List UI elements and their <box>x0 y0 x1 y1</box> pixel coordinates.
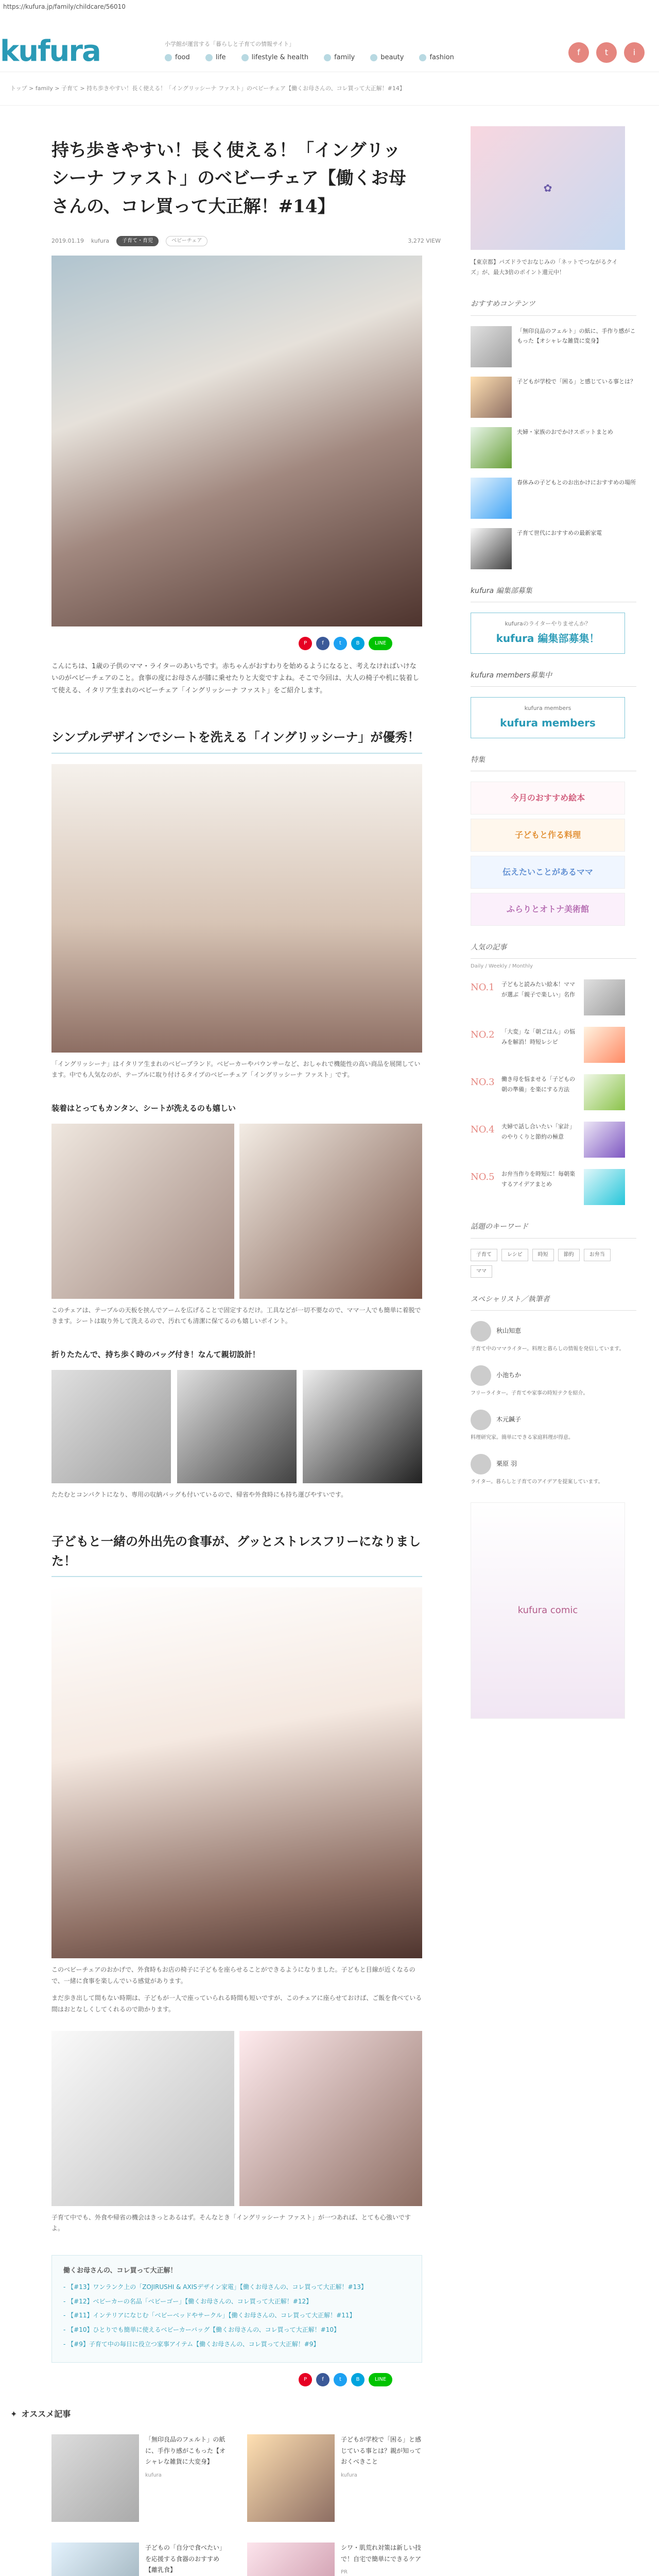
hatena-share-icon[interactable]: B <box>351 637 365 650</box>
article-date: 2019.01.19 <box>51 238 84 245</box>
line-share-icon[interactable]: LINE <box>369 637 392 650</box>
promo-banner[interactable]: 今月のおすすめ絵本 <box>471 782 625 815</box>
hatena-share-icon[interactable]: B <box>351 2373 365 2386</box>
related-link[interactable]: - 【#10】ひとりでも簡単に使えるベビーカーバッグ【働くお母さんの、コレ買って大正解！#10】 <box>63 2325 410 2336</box>
recommended-item[interactable]: 「無印良品のフェルト」の紙に、手作り感がこもった【オシャレな雑貨に大変身】 kufura <box>51 2434 227 2522</box>
sub1-caption: このチェアは、テーブルの天板を挟んでアームを広げることで固定するだけ。工具などが一切不要なので、ママ一人でも簡単に着脱できます。シートは取り外して洗えるので、汚れても清潔に保てるのも嬉しいポイント。 <box>51 1306 421 1325</box>
recommended-item[interactable]: シワ・肌荒れ対策は新しい技で！自宅で簡単にできるケア PR <box>247 2543 422 2576</box>
writer-card[interactable]: 木元鍼子 料理研究家。簡単にできる家庭料理が得意。 <box>471 1410 625 1443</box>
related-link[interactable]: - 【#13】ワンランク上の「ZOJIRUSHI & AXISデザイン家電」【働くお母さんの、コレ買って大正解！#13】 <box>63 2282 410 2293</box>
instagram-icon[interactable]: i <box>624 42 645 63</box>
keyword-tag[interactable]: レシピ <box>501 1249 528 1261</box>
keyword-tag[interactable]: 節約 <box>558 1249 580 1261</box>
keyword-list <box>471 1249 625 1278</box>
product-photo <box>51 764 422 1053</box>
site-header <box>0 11 659 72</box>
main-nav <box>165 52 454 63</box>
recommended-thumb <box>247 2543 335 2576</box>
recommended-thumb <box>51 2543 139 2576</box>
thumb <box>471 528 512 569</box>
sidebar-recommend-item[interactable]: 春休みの子どもとのお出かけにおすすめの場所 <box>471 478 636 519</box>
thumb <box>584 1027 625 1063</box>
ranking-item[interactable]: NO.4 夫婦で話し合いたい「家計」のやりくりと節約の極意 <box>471 1122 636 1158</box>
section-heading-2: 子どもと一緒の外出先の食事が、グッとストレスフリーになりました！ <box>51 1532 422 1578</box>
writer-card[interactable]: 栗原 羽 ライター。暮らしと子育てのアイデアを提案しています。 <box>471 1454 625 1487</box>
sidebar-members-title: kufura members募集中 <box>471 669 636 687</box>
keyword-tag[interactable]: 時短 <box>532 1249 554 1261</box>
star-icon: ✦ <box>10 2409 18 2419</box>
thumb <box>584 1074 625 1110</box>
ranking-tabs[interactable]: Daily / Weekly / Monthly <box>471 963 533 970</box>
twitter-share-icon[interactable]: t <box>334 637 347 650</box>
sidebar-recommend-item[interactable]: 「無印良品のフェルト」の紙に、手作り感がこもった【オシャレな雑貨に変身】 <box>471 326 636 367</box>
breadcrumb[interactable]: トップ > family > 子育て > 持ち歩きやすい！長く使える！「イングリッシーナ ファスト」のベビーチェア【働くお母さんの、コレ買って大正解！#14】 <box>0 72 659 106</box>
writer-card[interactable]: 小池ちか フリーライター。子育てや家事の時短テクを紹介。 <box>471 1365 625 1398</box>
section1-caption: 「イングリッシーナ」はイタリア生まれのベビーブランド。ベビーカーやバウンサーなど、おしゃれで機能性の高い商品を展開しています。中でも人気なのが、テーブルに取り付けるタイプのベビーチェア「イングリッシーナ ファスト」です。 <box>51 1060 421 1079</box>
section2-caption: このベビーチェアのおかげで、外食時もお店の椅子に子どもを座らせることができるようになりました。子どもと目線が近くなるので、一緒に食事を楽しんでいる感覚があります。 <box>51 1966 415 1985</box>
bag-photo-3 <box>303 1370 422 1483</box>
sidebar-recommend-item[interactable]: 子どもが学校で「困る」と感じている事とは？ <box>471 377 636 418</box>
install-photo-1 <box>51 1124 234 1299</box>
sidebar-editorial-title: kufura 編集部募集 <box>471 585 636 602</box>
nav-life[interactable]: life <box>205 52 226 63</box>
keyword-tag[interactable]: ママ <box>471 1265 492 1278</box>
promo-banner[interactable]: ふらりとオトナ美術館 <box>471 893 625 926</box>
writer-card[interactable]: 秋山知恵 子育て中のママライター。料理と暮らしの情報を発信しています。 <box>471 1321 625 1354</box>
pinterest-share-icon[interactable]: P <box>299 2373 312 2386</box>
recommended-thumb <box>247 2434 335 2522</box>
sub2-caption: たたむとコンパクトになり、専用の収納バッグも付いているので、帰省や外食時にも持ち運びやすいです。 <box>51 1490 347 1498</box>
sidebar-ad-banner[interactable] <box>471 126 625 250</box>
ranking-item[interactable]: NO.5 お弁当作りを時短に！毎朝楽するアイデアまとめ <box>471 1169 636 1205</box>
article-main <box>10 126 441 2576</box>
ad-image-icon: ✿ <box>543 181 552 194</box>
editorial-recruit-banner[interactable]: kufuraのライターやりませんか？ kufura 編集部募集！ <box>471 613 625 654</box>
line-share-icon[interactable]: LINE <box>369 2373 392 2386</box>
related-list <box>63 2282 410 2350</box>
baby-photos <box>51 2031 422 2206</box>
recommended-heading: ✦ オススメ記事 <box>10 2407 441 2422</box>
avatar <box>471 1321 491 1342</box>
fashion-icon <box>419 54 426 61</box>
nav-lifestyle[interactable]: lifestyle & health <box>241 52 309 63</box>
sub-heading-2: 折りたたんで、持ち歩く時のバッグ付き！なんて親切設計！ <box>51 1349 260 1359</box>
recommended-item[interactable]: 子どもが学校で「困る」と感じている事とは？親が知っておくべきこと kufura <box>247 2434 422 2522</box>
family-icon <box>324 54 331 61</box>
site-tagline: 小学館が運営する「暮らしと子育ての情報サイト」 <box>165 41 295 47</box>
sidebar-ranking-title: 人気の記事 <box>471 941 636 959</box>
members-banner[interactable]: kufura members kufura members <box>471 697 625 738</box>
related-link[interactable]: - 【#9】子育て中の毎日に役立つ家事アイテム【働くお母さんの、コレ買って大正解！#9】 <box>63 2339 410 2350</box>
beauty-icon <box>370 54 377 61</box>
view-count: 3,272 VIEW <box>408 238 441 245</box>
baby-photo-2 <box>51 2031 234 2206</box>
article-author[interactable]: kufura <box>91 238 110 245</box>
bag-photo-2 <box>177 1370 297 1483</box>
baby-photo <box>51 1587 422 1958</box>
sub-heading-1: 装着はとってもカンタン、シートが洗えるのも嬉しい <box>51 1103 236 1113</box>
food-icon <box>165 54 172 61</box>
sidebar-recommend-item[interactable]: 子育て世代におすすめの最新家電 <box>471 528 636 569</box>
hero-photo <box>51 256 422 626</box>
thumb <box>584 1169 625 1205</box>
keyword-tag[interactable]: お弁当 <box>584 1249 611 1261</box>
recommended-item[interactable]: 子どもの「自分で食べたい」を応援する食器のおすすめ【離乳食】 <box>51 2543 227 2576</box>
article-intro: こんにちは、1歳の子供のママ・ライターのあいちです。赤ちゃんがおすわりを始めるようになると、考えなければいけないのがベビーチェアのこと。食事の度にお母さんが膝に乗せたりと大変ですよね。そこで今回は、大人の椅子や机に装着して使える、イタリア生まれのベビーチェア「イングリッシーナ ファスト」をご紹介します。 <box>51 662 420 694</box>
sidebar-writers-title: スペシャリスト／執筆者 <box>471 1293 636 1311</box>
share-buttons <box>299 637 441 650</box>
site-logo[interactable]: kufura <box>0 35 100 68</box>
ranking-item[interactable]: NO.1 子どもと読みたい絵本！ママが選ぶ「親子で楽しい」名作 <box>471 979 636 1015</box>
facebook-icon[interactable]: f <box>568 42 589 63</box>
thumb <box>584 979 625 1015</box>
install-photo-2 <box>239 1124 422 1299</box>
sidebar <box>471 126 636 2576</box>
section2-caption-2: まだ歩き出して間もない時期は、子どもが一人で座っていられる時間も短いですが、このチェアに座らせておけば、ご飯を食べている間はおとなしくしてくれるので助かります。 <box>51 1994 422 2013</box>
keyword-tag[interactable]: 子育て <box>471 1249 497 1261</box>
twitter-icon[interactable]: t <box>596 42 617 63</box>
bag-photos <box>51 1370 422 1483</box>
install-photos <box>51 1124 422 1299</box>
ranking-item[interactable]: NO.2 「大変」な「朝ごはん」の悩みを解消！時短レシピ <box>471 1027 636 1063</box>
url-bar: https://kufura.jp/family/childcare/56010 <box>0 0 659 11</box>
thumb <box>584 1122 625 1158</box>
avatar <box>471 1410 491 1430</box>
related-title: 働くお母さんの、コレ買って大正解！ <box>63 2266 177 2275</box>
nav-fashion[interactable]: fashion <box>419 52 454 63</box>
promo-banner[interactable]: 子どもと作る料理 <box>471 819 625 852</box>
section2-caption-3: 子育て中でも、外食や帰省の機会はきっとあるはず。そんなとき「イングリッシーナ ファスト」が一つあれば、とても心強いですよ。 <box>51 2213 411 2232</box>
avatar <box>471 1454 491 1475</box>
related-link[interactable]: - 【#12】ベビーカーの名品「ベビーゴー」【働くお母さんの、コレ買って大正解！#12】 <box>63 2296 410 2308</box>
thumb <box>471 377 512 418</box>
section-heading-1: シンプルデザインでシートを洗える「イングリッシーナ」が優秀！ <box>51 727 422 753</box>
nav-food[interactable]: food <box>165 52 190 63</box>
related-articles-box <box>51 2255 422 2363</box>
page-layout <box>0 106 659 2576</box>
facebook-share-icon[interactable]: f <box>316 2373 330 2386</box>
recommended-thumb <box>51 2434 139 2522</box>
article-meta <box>51 236 441 246</box>
nav-family[interactable]: family <box>324 52 355 63</box>
thumb <box>471 427 512 468</box>
life-icon <box>205 54 213 61</box>
article-title: 持ち歩きやすい！長く使える！「イングリッシーナ ファスト」のベビーチェア【働くお母さんの、コレ買って大正解！#14】 <box>51 140 406 217</box>
twitter-share-icon[interactable]: t <box>334 2373 347 2386</box>
nav-beauty[interactable]: beauty <box>370 52 404 63</box>
promo-banner[interactable]: 伝えたいことがあるママ <box>471 856 625 889</box>
sidebar-recommend-item[interactable]: 夫婦・家族のおでかけスポットまとめ <box>471 427 636 468</box>
sidebar-ad-text[interactable]: 【東京都】パズドラでおなじみの「ネットでつながるクイズ」が、最大3倍のポイント還元中！ <box>471 258 618 276</box>
sidebar-keyword-title: 話題のキーワード <box>471 1221 636 1238</box>
pinterest-share-icon[interactable]: P <box>299 637 312 650</box>
lifestyle-icon <box>241 54 249 61</box>
bag-photo-1 <box>51 1370 171 1483</box>
header-social <box>568 42 645 63</box>
tag-childcare[interactable]: 子育て・育児 <box>116 236 159 246</box>
sidebar-recommend-title: おすすめコンテンツ <box>471 298 636 315</box>
thumb <box>471 478 512 519</box>
ranking-item[interactable]: NO.3 働き母を悩ませる「子どもの朝の準備」を楽にする方法 <box>471 1074 636 1110</box>
tag-babychair[interactable]: ベビーチェア <box>166 236 207 246</box>
comic-banner[interactable]: kufura comic <box>471 1502 625 1719</box>
baby-photo-3 <box>239 2031 422 2206</box>
avatar <box>471 1365 491 1386</box>
sidebar-pickup-title: 特集 <box>471 754 636 771</box>
related-link[interactable]: - 【#11】インテリアになじむ「ベビーベッドやサークル」【働くお母さんの、コレ買って大正解！#11】 <box>63 2310 410 2321</box>
thumb <box>471 326 512 367</box>
facebook-share-icon[interactable]: f <box>316 637 330 650</box>
share-buttons-bottom <box>299 2373 441 2386</box>
recommended-grid <box>51 2434 422 2576</box>
